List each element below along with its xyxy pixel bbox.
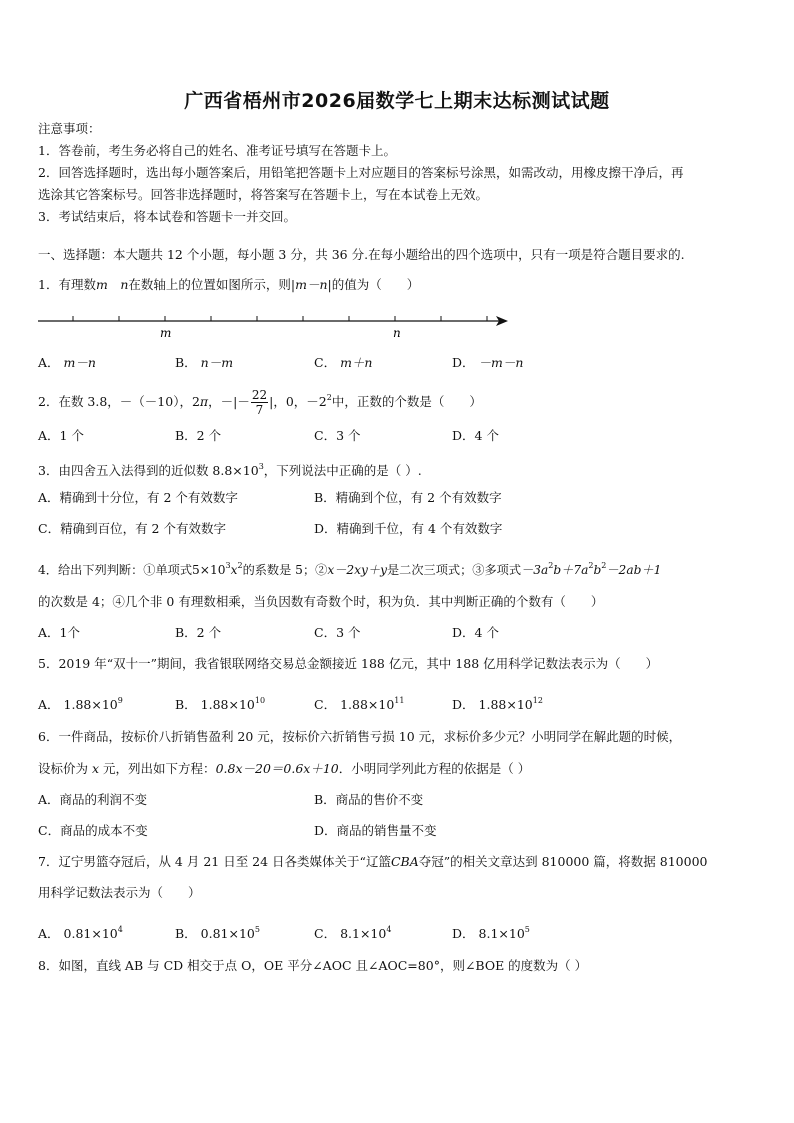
option-a[interactable]: A．商品的利润不变 — [38, 792, 148, 807]
notice-item: 3．考试结束后，将本试卷和答题卡一并交回。 — [38, 209, 296, 224]
option-d[interactable]: D． $1.88\times 10^{12}$ — [452, 696, 543, 712]
option-c[interactable]: C． $1.88\times 10^{11}$ — [314, 696, 405, 712]
option-b[interactable]: B．2 个 — [175, 428, 222, 443]
option-a[interactable]: A．1个 — [38, 625, 80, 640]
question-6: 6．一件商品，按标价八折销售盈利 20 元，按标价六折销售亏损 10 元，求标价多少元？小明同学在解此题的时候， — [38, 729, 682, 744]
option-b[interactable]: B．2 个 — [175, 625, 222, 640]
option-d[interactable]: D． $8.1\times 10^5$ — [452, 925, 530, 941]
question-5: 5．2019 年“双十一”期间，我省银联网络交易总金额接近 188 亿元，其中 188 亿用科学记数法表示为（ ） — [38, 656, 659, 671]
option-c[interactable]: C． m＋n — [314, 355, 373, 370]
axis-label-n: n — [393, 326, 401, 340]
question-7: 7．辽宁男篮夺冠后，从 4 月 21 日至 24 日各类媒体关于“辽篮CBA夺冠”的相关文章达到 810000 篇，将数据 810000 — [38, 854, 708, 869]
option-b[interactable]: B．商品的售价不变 — [314, 792, 424, 807]
option-a[interactable]: A． $0.81\times 10^4$ — [38, 925, 123, 941]
notice-item: 1．答卷前，考生务必将自己的姓名、准考证号填写在答题卡上。 — [38, 143, 396, 158]
option-c[interactable]: C．3 个 — [314, 625, 361, 640]
option-c[interactable]: C．3 个 — [314, 428, 361, 443]
notice-heading: 注意事项： — [38, 121, 101, 136]
question-8: 8．如图，直线 AB 与 CD 相交于点 O，OE 平分∠AOC 且∠AOC=80°，则∠BOE 的度数为（ ） — [38, 958, 588, 973]
option-a[interactable]: A． m－n — [38, 355, 96, 370]
question-4: 4．给出下列判断：①单项式$5\times 10^3x^2$的系数是 5；②x－2xy＋y是二次三项式；③多项式$-3a^2b+7a^2b^2-2ab+1$ — [38, 561, 662, 577]
option-d[interactable]: D．精确到千位，有 4 个有效数字 — [314, 521, 503, 536]
number-line-figure — [38, 308, 518, 342]
option-d[interactable]: D．商品的销售量不变 — [314, 823, 437, 838]
fraction: $\frac{22}{7}$ — [251, 388, 268, 417]
option-d[interactable]: D．4 个 — [452, 625, 499, 640]
question-6-line-2: 设标价为 x 元，列出如下方程：0.8x－20＝0.6x＋10．小明同学列此方程的依据是（ ） — [38, 761, 531, 776]
question-1: 1．有理数m n在数轴上的位置如图所示，则|m－n|的值为（ ） — [38, 277, 420, 292]
option-b[interactable]: B．精确到个位，有 2 个有效数字 — [314, 490, 502, 505]
option-a[interactable]: A．精确到十分位，有 2 个有效数字 — [38, 490, 238, 505]
option-a[interactable]: A．1 个 — [38, 428, 84, 443]
question-4-line-2: 的次数是 4；④几个非 0 有理数相乘，当负因数有奇数个时，积为负．其中判断正确的个数有（ ） — [38, 594, 604, 609]
notice-item: 选涂其它答案标号。回答非选择题时，将答案写在答题卡上，写在本试卷上无效。 — [38, 187, 489, 202]
question-3: 3．由四舍五入法得到的近似数 $8.8\times 10^3$，下列说法中正确的是（ ）. — [38, 462, 422, 478]
option-b[interactable]: B． $0.81\times 10^5$ — [175, 925, 260, 941]
option-c[interactable]: C．商品的成本不变 — [38, 823, 148, 838]
option-c[interactable]: C．精确到百位，有 2 个有效数字 — [38, 521, 226, 536]
option-d[interactable]: D． －m－n — [452, 355, 524, 370]
section-heading: 一、选择题：本大题共 12 个小题，每小题 3 分，共 36 分.在每小题给出的四个选项中，只有一项是符合题目要求的. — [38, 247, 685, 262]
axis-label-m: m — [160, 326, 172, 340]
option-c[interactable]: C． $8.1\times 10^4$ — [314, 925, 392, 941]
option-b[interactable]: B． $1.88\times 10^{10}$ — [175, 696, 266, 712]
notice-item: 2．回答选择题时，选出每小题答案后，用铅笔把答题卡上对应题目的答案标号涂黑，如需改动，用橡皮擦干净后，再 — [38, 165, 684, 180]
option-d[interactable]: D．4 个 — [452, 428, 499, 443]
question-7-line-2: 用科学记数法表示为（ ） — [38, 885, 201, 900]
page-title: 广西省梧州市2026届数学七上期末达标测试试题 — [184, 90, 610, 112]
question-2: 2．在数 3.8，－（－10），2π，－|－ $\frac{22}{7}$ |，0，$-2^2$中，正数的个数是（ ） — [38, 388, 482, 417]
option-b[interactable]: B． n－m — [175, 355, 234, 370]
option-a[interactable]: A． $1.88\times 10^9$ — [38, 696, 123, 712]
